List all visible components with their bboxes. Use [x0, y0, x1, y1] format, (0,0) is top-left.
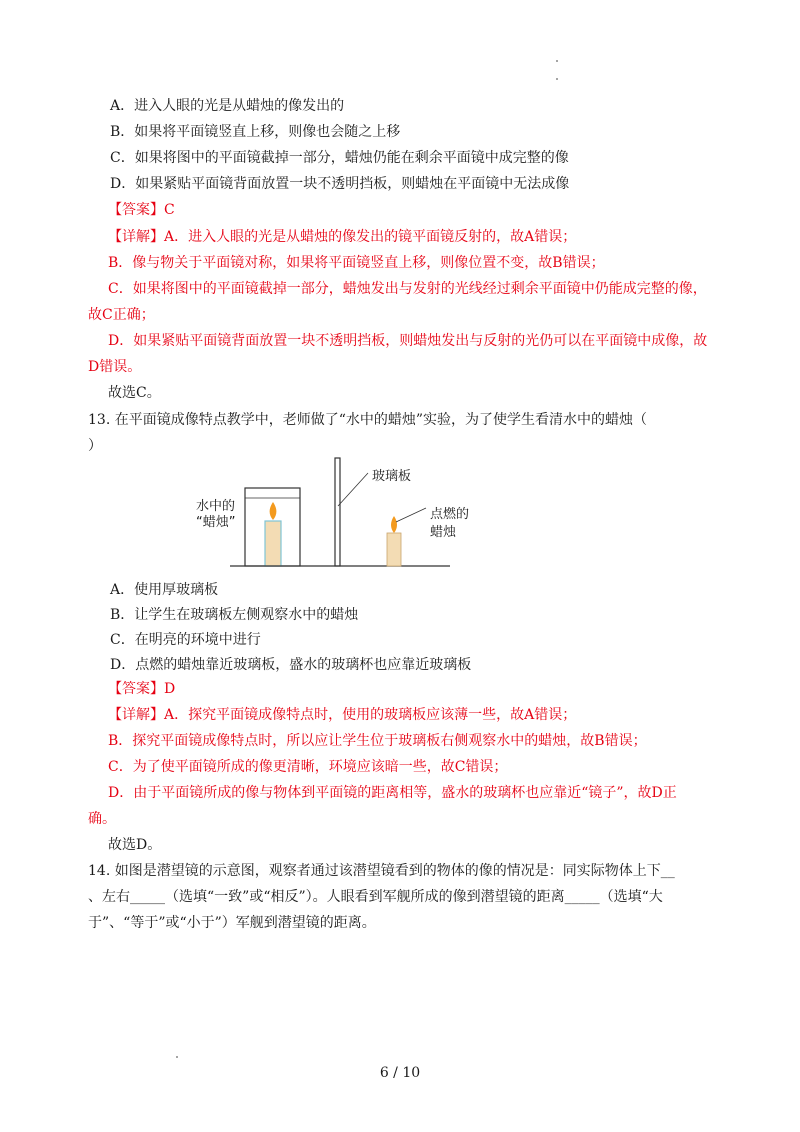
q13-analysis-line: B．探究平面镜成像特点时，所以应让学生位于玻璃板右侧观察水中的蜡烛，故B错误； — [108, 733, 647, 749]
q12-analysis-line: D错误。 — [88, 359, 142, 375]
q12-option-c: C．如果将图中的平面镜截掉一部分，蜡烛仍能在剩余平面镜中成完整的像 — [110, 150, 569, 166]
q13-analysis-line: 【详解】A．探究平面镜成像特点时，使用的玻璃板应该薄一些，故A错误； — [108, 707, 577, 723]
glass-plate — [335, 458, 340, 566]
q13-conclusion: 故选D。 — [108, 837, 162, 853]
water-candle-body — [265, 521, 281, 566]
q12-option-b: B．如果将平面镜竖直上移，则像也会随之上移 — [110, 124, 401, 140]
q14-stem: 于”、“等于”或“小于”）军舰到潜望镜的距离。 — [88, 915, 376, 931]
q12-analysis-line: C．如果将图中的平面镜截掉一部分，蜡烛发出与发射的光线经过剩余平面镜中仍能成完整的像， — [108, 281, 707, 297]
scan-dot — [556, 60, 558, 62]
q13-analysis-line: 确。 — [88, 811, 116, 827]
q13-option-b: B．让学生在玻璃板左侧观察水中的蜡烛 — [110, 607, 359, 623]
label-lit-line2: 蜡烛 — [430, 525, 457, 540]
lit-candle-flame — [391, 516, 397, 533]
q12-analysis-line: D．如果紧贴平面镜背面放置一块不透明挡板，则蜡烛发出与反射的光仍可以在平面镜中成像，故 — [108, 333, 708, 349]
label-lit-line1: 点燃的 — [430, 507, 470, 522]
q12-option-a: A．进入人眼的光是从蜡烛的像发出的 — [110, 98, 345, 114]
q12-analysis-line: B．像与物关于平面镜对称，如果将平面镜竖直上移，则像位置不变，故B错误； — [108, 255, 605, 271]
candle-experiment-figure — [190, 448, 500, 573]
page-number: 6 / 10 — [379, 1065, 421, 1081]
scan-dot — [556, 78, 558, 80]
water-candle-flame — [270, 502, 277, 520]
glass-label-leader — [338, 473, 368, 506]
q14-stem: 14. 如图是潜望镜的示意图，观察者通过该潜望镜看到的物体的像的情况是：同实际物体上下__ — [88, 863, 675, 879]
label-water-line2: “蜡烛” — [196, 515, 236, 530]
q13-analysis-line: C．为了使平面镜所成的像更清晰，环境应该暗一些，故C错误； — [108, 759, 508, 775]
q14-stem: 、左右_____（选填“一致”或“相反”）。人眼看到军舰所成的像到潜望镜的距离_____（选填“大 — [88, 889, 663, 905]
q13-answer: 【答案】D — [108, 681, 176, 697]
q13-option-a: A．使用厚玻璃板 — [110, 582, 219, 598]
q13-option-d: D．点燃的蜡烛靠近玻璃板，盛水的玻璃杯也应靠近玻璃板 — [110, 657, 472, 673]
q13-analysis-line: D．由于平面镜所成的像与物体到平面镜的距离相等，盛水的玻璃杯也应靠近“镜子”，故D正 — [108, 785, 677, 801]
q12-analysis-line: 【详解】A．进入人眼的光是从蜡烛的像发出的镜平面镜反射的，故A错误； — [108, 229, 577, 245]
lit-candle-body — [387, 533, 401, 566]
label-water-line1: 水中的 — [196, 499, 236, 514]
q12-answer: 【答案】C — [108, 202, 175, 218]
q13-stem: ） — [88, 438, 102, 454]
lit-label-leader — [396, 508, 426, 522]
q13-stem: 13. 在平面镜成像特点教学中，老师做了“水中的蜡烛”实验，为了使学生看清水中的蜡烛（ — [88, 412, 648, 428]
q12-conclusion: 故选C。 — [108, 385, 161, 401]
q13-option-c: C．在明亮的环境中进行 — [110, 632, 261, 648]
q12-analysis-line: 故C正确； — [88, 307, 155, 323]
label-glass: 玻璃板 — [372, 469, 412, 484]
q12-option-d: D．如果紧贴平面镜背面放置一块不透明挡板，则蜡烛在平面镜中无法成像 — [110, 176, 570, 192]
scan-dot — [176, 1056, 178, 1058]
